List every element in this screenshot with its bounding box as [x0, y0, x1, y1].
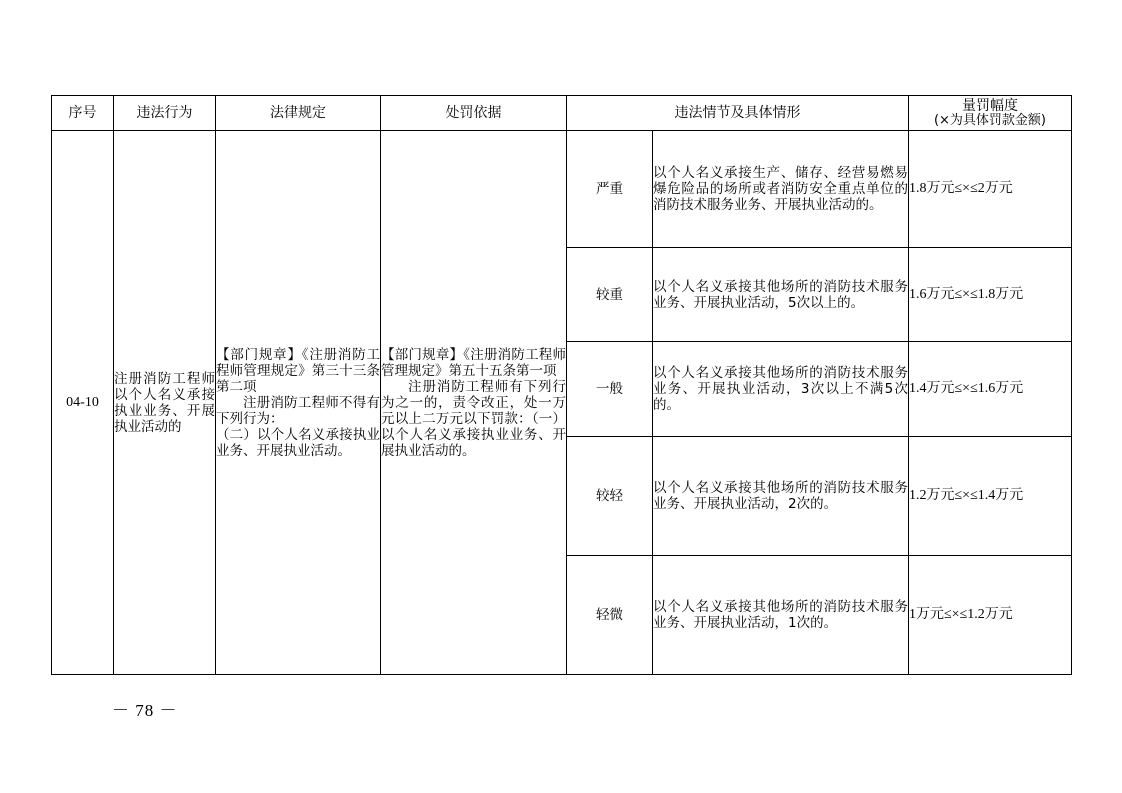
header-range	[909, 96, 1072, 131]
level-cell: 严重	[567, 131, 653, 248]
header-behavior: 违法行为	[114, 96, 216, 131]
level-cell: 较轻	[567, 437, 653, 556]
detail-cell: 以个人名义承接生产、储存、经营易燃易爆危险品的场所或者消防安全重点单位的消防技术服务业务、开展执业活动的。	[653, 131, 909, 248]
detail-cell: 以个人名义承接其他场所的消防技术服务业务、开展执业活动，3次以上不满5次的。	[653, 342, 909, 437]
law-text: 注册消防工程师不得有下列行为：	[216, 394, 380, 427]
table-row	[52, 131, 1072, 248]
basis-title: 【部门规章】《注册消防工程师管理规定》第五十五条第一项	[381, 346, 566, 379]
law-cell	[216, 131, 381, 675]
detail-cell: 以个人名义承接其他场所的消防技术服务业务、开展执业活动，1次的。	[653, 556, 909, 675]
header-circumstance: 违法情节及具体情形	[567, 96, 909, 131]
header-range-note: (×为具体罚款金额)	[933, 113, 1047, 128]
header-basis: 处罚依据	[381, 96, 567, 131]
range-cell: 1.4万元≤×≤1.6万元	[909, 342, 1072, 437]
law-title: 【部门规章】《注册消防工程师管理规定》第三十三条第二项	[216, 346, 380, 395]
penalty-table	[51, 95, 1072, 675]
level-cell: 轻微	[567, 556, 653, 675]
header-row	[52, 96, 1072, 131]
level-cell: 较重	[567, 248, 653, 342]
header-law: 法律规定	[216, 96, 381, 131]
basis-cell	[381, 131, 567, 675]
behavior-cell: 注册消防工程师以个人名义承接执业业务、开展执业活动的	[114, 131, 216, 675]
level-cell: 一般	[567, 342, 653, 437]
basis-text: 注册消防工程师有下列行为之一的，责令改正，处一万元以上二万元以下罚款：（一）以个人名义承接执业业务、开展执业活动的。	[381, 378, 566, 459]
range-cell: 1.6万元≤×≤1.8万元	[909, 248, 1072, 342]
detail-cell: 以个人名义承接其他场所的消防技术服务业务、开展执业活动，2次的。	[653, 437, 909, 556]
page-number: － 78 －	[112, 701, 178, 720]
range-cell: 1.8万元≤×≤2万元	[909, 131, 1072, 248]
law-item: （二）以个人名义承接执业业务、开展执业活动。	[216, 426, 380, 459]
detail-cell: 以个人名义承接其他场所的消防技术服务业务、开展执业活动，5次以上的。	[653, 248, 909, 342]
range-cell: 1.2万元≤×≤1.4万元	[909, 437, 1072, 556]
header-serial: 序号	[52, 96, 114, 131]
serial-cell: 04-10	[52, 131, 114, 675]
header-range-title: 量罚幅度	[962, 98, 1018, 114]
range-cell: 1万元≤×≤1.2万元	[909, 556, 1072, 675]
